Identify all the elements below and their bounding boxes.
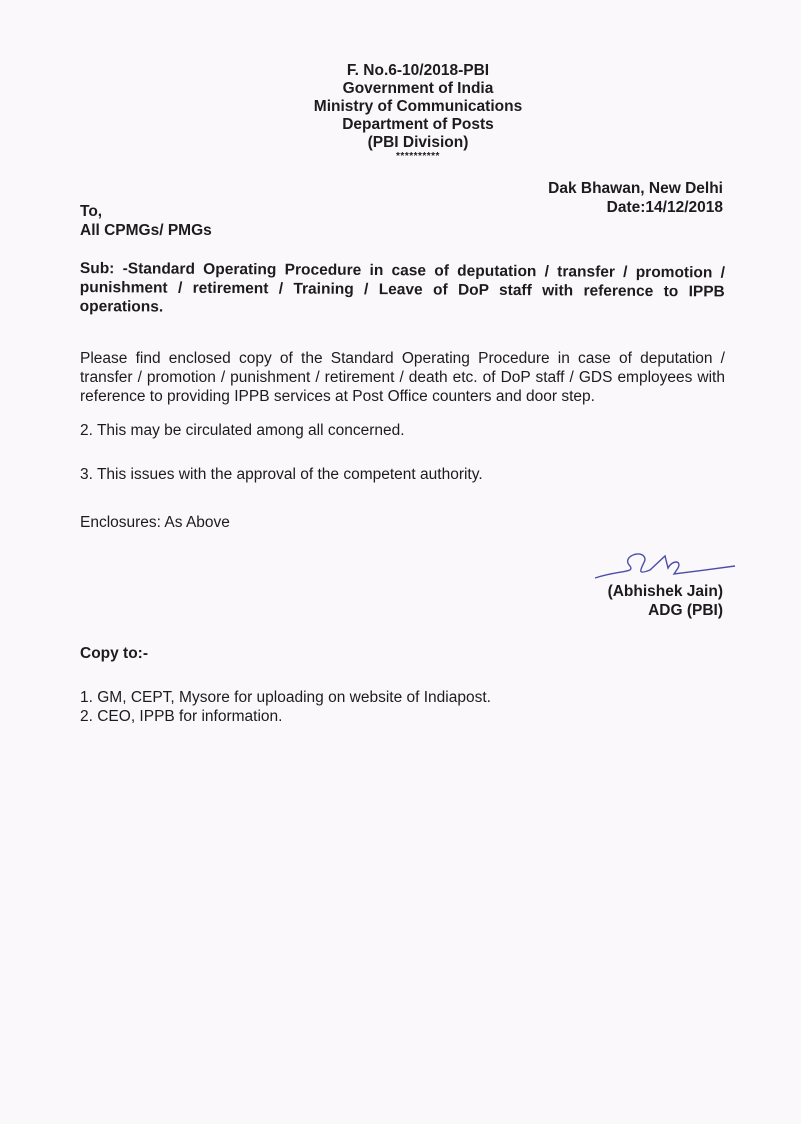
- copy-to-item: 1. GM, CEPT, Mysore for uploading on website of Indiapost.: [80, 689, 491, 706]
- body-paragraph-1: Please find enclosed copy of the Standard Operating Procedure in case of deputation / transfer / promotion / punishment / retirement / death etc. of DoP staff / GDS employees with reference to providing IPPB services at Post Office counters and door step.: [80, 350, 725, 405]
- file-number: F. No.6-10/2018-PBI: [346, 62, 490, 79]
- division-name: (PBI Division): [367, 134, 469, 151]
- recipients: All CPMGs/ PMGs: [80, 222, 212, 239]
- letter-header: [0, 62, 801, 162]
- place-date: [548, 179, 723, 217]
- signatory: [608, 582, 723, 620]
- place: Dak Bhawan, New Delhi: [548, 180, 723, 197]
- copy-to-heading: Copy to:-: [80, 645, 149, 662]
- subject: Sub: -Standard Operating Procedure in case of deputation / transfer / promotion / punishment / retirement / Training / Leave of DoP staff with reference to IPPB operations.: [79, 259, 725, 316]
- header-separator: **********: [396, 151, 440, 162]
- to-label: To,: [80, 203, 103, 220]
- letter-date: Date:14/12/2018: [606, 199, 723, 216]
- copy-to-item: 2. CEO, IPPB for information.: [80, 708, 283, 725]
- signatory-designation: ADG (PBI): [648, 602, 723, 619]
- body-paragraph-2: 2. This may be circulated among all concerned.: [80, 422, 405, 439]
- government-name: Government of India: [342, 80, 494, 97]
- ministry-name: Ministry of Communications: [313, 98, 523, 115]
- copy-to-list: [80, 688, 491, 726]
- body-paragraph-3: 3. This issues with the approval of the competent authority.: [80, 466, 483, 483]
- addressee: [80, 202, 212, 240]
- department-name: Department of Posts: [342, 116, 494, 133]
- signatory-name: (Abhishek Jain): [607, 583, 723, 600]
- enclosures: Enclosures: As Above: [80, 514, 230, 531]
